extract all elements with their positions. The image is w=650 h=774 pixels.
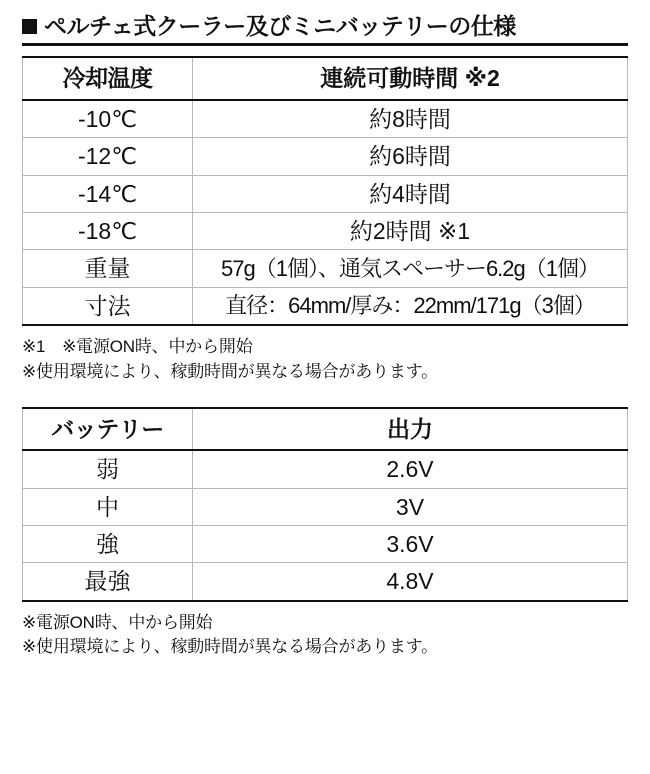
note-line: ※使用環境により、稼動時間が異なる場合があります。 <box>22 637 438 657</box>
battery-notes <box>22 611 628 660</box>
table-row <box>23 488 628 525</box>
square-bullet-icon <box>22 19 37 34</box>
row-label: 強 <box>23 525 193 562</box>
row-label: -10℃ <box>23 100 193 138</box>
row-label: 重量 <box>23 250 193 287</box>
row-value: 3V <box>193 488 628 525</box>
table-row <box>23 213 628 250</box>
table-row <box>23 250 628 287</box>
row-label: 弱 <box>23 450 193 488</box>
table-row <box>23 563 628 601</box>
column-header-output: 出力 <box>193 408 628 450</box>
row-label: 寸法 <box>23 287 193 325</box>
row-value: 4.8V <box>193 563 628 601</box>
table-header-row <box>23 57 628 99</box>
row-label: -18℃ <box>23 213 193 250</box>
row-label: 最強 <box>23 563 193 601</box>
row-value: 約8時間 <box>193 100 628 138</box>
table-row <box>23 287 628 325</box>
table-header-row <box>23 408 628 450</box>
page-title <box>22 14 628 46</box>
row-label: -12℃ <box>23 138 193 175</box>
table-row <box>23 175 628 212</box>
column-header-battery: バッテリー <box>23 408 193 450</box>
column-header-runtime: 連続可動時間 ※2 <box>193 57 628 99</box>
note-line: ※電源ON時、中から開始 <box>22 612 213 632</box>
row-value: 2.6V <box>193 450 628 488</box>
row-value: 57g（1個）、通気スペーサー6.2g（1個） <box>193 250 628 287</box>
table-row <box>23 100 628 138</box>
cooler-spec-table <box>22 56 628 326</box>
table-row <box>23 138 628 175</box>
column-header-cooling-temp: 冷却温度 <box>23 57 193 99</box>
row-label: -14℃ <box>23 175 193 212</box>
cooler-notes <box>22 335 628 384</box>
row-value: 約2時間 ※1 <box>193 213 628 250</box>
table-row <box>23 525 628 562</box>
row-label: 中 <box>23 488 193 525</box>
row-value: 3.6V <box>193 525 628 562</box>
table-row <box>23 450 628 488</box>
section-spacer <box>22 385 628 407</box>
row-value: 約4時間 <box>193 175 628 212</box>
row-value: 約6時間 <box>193 138 628 175</box>
note-line: ※1 ※電源ON時、中から開始 <box>22 337 253 357</box>
battery-spec-table <box>22 407 628 602</box>
row-value: 直径：64mm/厚み：22mm/171g（3個） <box>193 287 628 325</box>
page-title-text: ペルチェ式クーラー及びミニバッテリーの仕様 <box>44 13 516 39</box>
note-line: ※使用環境により、稼動時間が異なる場合があります。 <box>22 362 438 381</box>
